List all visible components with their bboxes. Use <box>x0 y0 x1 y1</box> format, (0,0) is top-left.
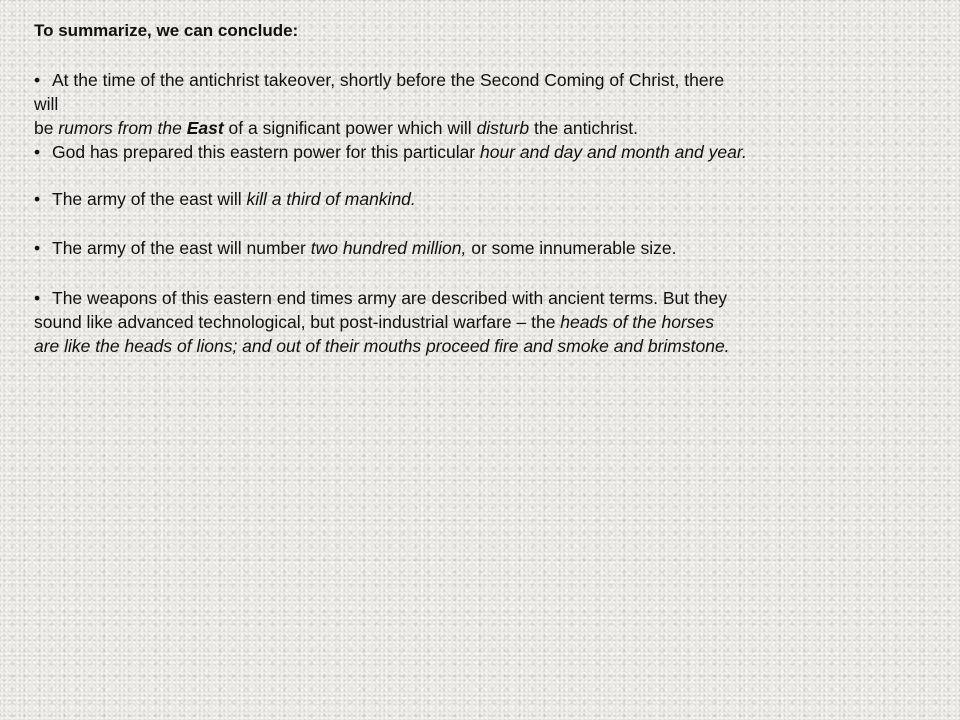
bullet-point-2 <box>34 140 747 164</box>
point-4-emphasis: two hundred million, <box>310 238 467 258</box>
point-5-line-1: The weapons of this eastern end times army are described with ancient terms. But they <box>52 288 728 308</box>
bullet-point-5 <box>34 286 730 358</box>
point-5-line-2: sound like advanced technological, but post-industrial warfare – the <box>34 312 561 332</box>
point-2-emphasis: hour and day and month and year. <box>480 142 747 162</box>
bullet-point-3 <box>34 187 416 211</box>
point-1-emphasis-east: East <box>186 118 224 138</box>
point-1-line-2: will <box>34 94 59 114</box>
point-4-text-end: or some innumerable size. <box>466 238 677 258</box>
bullet-marker: • <box>34 70 41 90</box>
bullet-marker: • <box>34 189 41 209</box>
point-5-emphasis-horses: heads of the horses <box>560 312 715 332</box>
point-1-emphasis-rumors: rumors from the <box>58 118 187 138</box>
bullet-marker: • <box>34 142 41 162</box>
bullet-point-4 <box>34 236 676 260</box>
point-5-line-3: are like the heads of lions; and out of their mouths proceed fire and smoke and brimstone. <box>34 336 730 356</box>
slide-heading: To summarize, we can conclude: <box>34 21 299 40</box>
point-1-line-1: At the time of the antichrist takeover, shortly before the Second Coming of Christ, there <box>52 70 725 90</box>
point-3-text: The army of the east will <box>52 189 247 209</box>
point-2-text: God has prepared this eastern power for this particular <box>52 142 480 162</box>
bullet-marker: • <box>34 288 41 308</box>
point-3-emphasis: kill a third of mankind. <box>246 189 416 209</box>
point-1-line-3-end: the antichrist. <box>529 118 639 138</box>
bullet-point-1 <box>34 68 724 140</box>
point-1-emphasis-disturb: disturb <box>476 118 530 138</box>
point-4-text: The army of the east will number <box>52 238 311 258</box>
point-1-line-3-start: be <box>34 118 59 138</box>
bullet-marker: • <box>34 238 41 258</box>
point-1-line-3-mid: of a significant power which will <box>223 118 477 138</box>
